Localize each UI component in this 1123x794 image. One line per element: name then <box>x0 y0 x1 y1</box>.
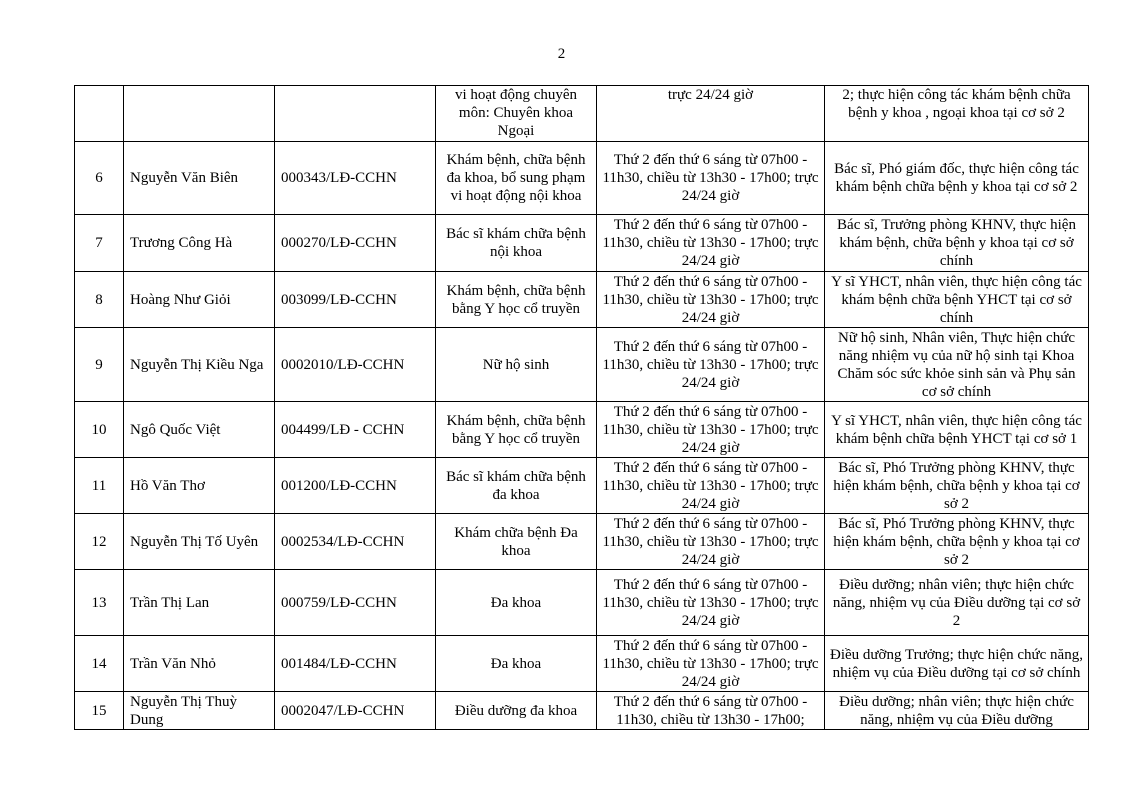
cell-time: trực 24/24 giờ <box>597 86 825 142</box>
cell-position: Bác sĩ, Phó Trưởng phòng KHNV, thực hiện khám bệnh, chữa bệnh y khoa tại cơ sở 2 <box>825 458 1089 514</box>
table-row <box>75 215 1089 272</box>
cell-position: Bác sĩ, Phó giám đốc, thực hiện công tác khám bệnh chữa bệnh y khoa tại cơ sở 2 <box>825 142 1089 215</box>
cell-stt: 13 <box>75 570 124 636</box>
cell-name: Nguyễn Thị Tố Uyên <box>124 514 275 570</box>
cell-time: Thứ 2 đến thứ 6 sáng từ 07h00 - 11h30, chiều từ 13h30 - 17h00; trực 24/24 giờ <box>597 142 825 215</box>
cell-stt: 12 <box>75 514 124 570</box>
cell-position: Bác sĩ, Phó Trưởng phòng KHNV, thực hiện khám bệnh, chữa bệnh y khoa tại cơ sở 2 <box>825 514 1089 570</box>
cell-time: Thứ 2 đến thứ 6 sáng từ 07h00 - 11h30, chiều từ 13h30 - 17h00; trực 24/24 giờ <box>597 514 825 570</box>
cell-name: Trương Công Hà <box>124 215 275 272</box>
cell-stt: 11 <box>75 458 124 514</box>
cell-time: Thứ 2 đến thứ 6 sáng từ 07h00 - 11h30, chiều từ 13h30 - 17h00; trực 24/24 giờ <box>597 328 825 402</box>
table-row <box>75 514 1089 570</box>
cell-name: Trần Văn Nhỏ <box>124 636 275 692</box>
cell-cert: 001200/LĐ-CCHN <box>275 458 436 514</box>
cell-scope: Khám bệnh, chữa bệnh bằng Y học cổ truyền <box>436 402 597 458</box>
cell-stt: 15 <box>75 692 124 730</box>
cell-stt <box>75 86 124 142</box>
table-row <box>75 570 1089 636</box>
cell-name: Hoàng Như Giỏi <box>124 272 275 328</box>
cell-time: Thứ 2 đến thứ 6 sáng từ 07h00 - 11h30, chiều từ 13h30 - 17h00; trực 24/24 giờ <box>597 570 825 636</box>
cell-name: Ngô Quốc Việt <box>124 402 275 458</box>
table-row <box>75 692 1089 730</box>
cell-time: Thứ 2 đến thứ 6 sáng từ 07h00 - 11h30, chiều từ 13h30 - 17h00; trực 24/24 giờ <box>597 458 825 514</box>
table-row <box>75 636 1089 692</box>
cell-cert: 0002047/LĐ-CCHN <box>275 692 436 730</box>
cell-scope: Khám chữa bệnh Đa khoa <box>436 514 597 570</box>
cell-cert <box>275 86 436 142</box>
cell-scope: vi hoạt động chuyên môn: Chuyên khoa Ngoại <box>436 86 597 142</box>
cell-stt: 14 <box>75 636 124 692</box>
cell-name <box>124 86 275 142</box>
cell-scope: Đa khoa <box>436 570 597 636</box>
cell-stt: 9 <box>75 328 124 402</box>
cell-position: Điều dưỡng; nhân viên; thực hiện chức năng, nhiệm vụ của Điều dưỡng tại cơ sở 2 <box>825 570 1089 636</box>
cell-stt: 10 <box>75 402 124 458</box>
cell-stt: 6 <box>75 142 124 215</box>
cell-cert: 003099/LĐ-CCHN <box>275 272 436 328</box>
cell-cert: 000343/LĐ-CCHN <box>275 142 436 215</box>
cell-cert: 004499/LĐ - CCHN <box>275 402 436 458</box>
cell-name: Nguyễn Văn Biên <box>124 142 275 215</box>
cell-scope: Bác sĩ khám chữa bệnh nội khoa <box>436 215 597 272</box>
cell-time: Thứ 2 đến thứ 6 sáng từ 07h00 - 11h30, chiều từ 13h30 - 17h00; <box>597 692 825 730</box>
cell-position: Nữ hộ sinh, Nhân viên, Thực hiện chức năng nhiệm vụ của nữ hộ sinh tại Khoa Chăm sóc sức khỏe sinh sản và Phụ sản cơ sở chính <box>825 328 1089 402</box>
cell-stt: 7 <box>75 215 124 272</box>
table-row <box>75 458 1089 514</box>
cell-position: Y sĩ YHCT, nhân viên, thực hiện công tác khám bệnh chữa bệnh YHCT tại cơ sở 1 <box>825 402 1089 458</box>
cell-scope: Bác sĩ khám chữa bệnh đa khoa <box>436 458 597 514</box>
cell-position: Y sĩ YHCT, nhân viên, thực hiện công tác khám bệnh chữa bệnh YHCT tại cơ sở chính <box>825 272 1089 328</box>
cell-name: Nguyễn Thị Kiều Nga <box>124 328 275 402</box>
cell-stt: 8 <box>75 272 124 328</box>
cell-cert: 0002534/LĐ-CCHN <box>275 514 436 570</box>
cell-cert: 001484/LĐ-CCHN <box>275 636 436 692</box>
cell-position: 2; thực hiện công tác khám bệnh chữa bệnh y khoa , ngoại khoa tại cơ sở 2 <box>825 86 1089 142</box>
cell-cert: 0002010/LĐ-CCHN <box>275 328 436 402</box>
cell-time: Thứ 2 đến thứ 6 sáng từ 07h00 - 11h30, chiều từ 13h30 - 17h00; trực 24/24 giờ <box>597 215 825 272</box>
cell-scope: Khám bệnh, chữa bệnh bằng Y học cổ truyền <box>436 272 597 328</box>
cell-scope: Đa khoa <box>436 636 597 692</box>
table-row <box>75 272 1089 328</box>
cell-position: Bác sĩ, Trưởng phòng KHNV, thực hiện khám bệnh, chữa bệnh y khoa tại cơ sở chính <box>825 215 1089 272</box>
table-row <box>75 328 1089 402</box>
cell-position: Điều dưỡng; nhân viên; thực hiện chức năng, nhiệm vụ của Điều dưỡng <box>825 692 1089 730</box>
cell-time: Thứ 2 đến thứ 6 sáng từ 07h00 - 11h30, chiều từ 13h30 - 17h00; trực 24/24 giờ <box>597 272 825 328</box>
cell-position: Điều dưỡng Trưởng; thực hiện chức năng, nhiệm vụ của Điều dưỡng tại cơ sở chính <box>825 636 1089 692</box>
cell-scope: Khám bệnh, chữa bệnh đa khoa, bổ sung phạm vi hoạt động nội khoa <box>436 142 597 215</box>
cell-name: Trần Thị Lan <box>124 570 275 636</box>
page-number: 2 <box>557 46 566 62</box>
table-row <box>75 142 1089 215</box>
cell-cert: 000270/LĐ-CCHN <box>275 215 436 272</box>
staff-table <box>74 85 1089 730</box>
cell-name: Hồ Văn Thơ <box>124 458 275 514</box>
cell-time: Thứ 2 đến thứ 6 sáng từ 07h00 - 11h30, chiều từ 13h30 - 17h00; trực 24/24 giờ <box>597 636 825 692</box>
cell-scope: Điều dưỡng đa khoa <box>436 692 597 730</box>
cell-name: Nguyễn Thị Thuỳ Dung <box>124 692 275 730</box>
cell-cert: 000759/LĐ-CCHN <box>275 570 436 636</box>
table-row <box>75 402 1089 458</box>
table-row-continuation <box>75 86 1089 142</box>
cell-time: Thứ 2 đến thứ 6 sáng từ 07h00 - 11h30, chiều từ 13h30 - 17h00; trực 24/24 giờ <box>597 402 825 458</box>
cell-scope: Nữ hộ sinh <box>436 328 597 402</box>
